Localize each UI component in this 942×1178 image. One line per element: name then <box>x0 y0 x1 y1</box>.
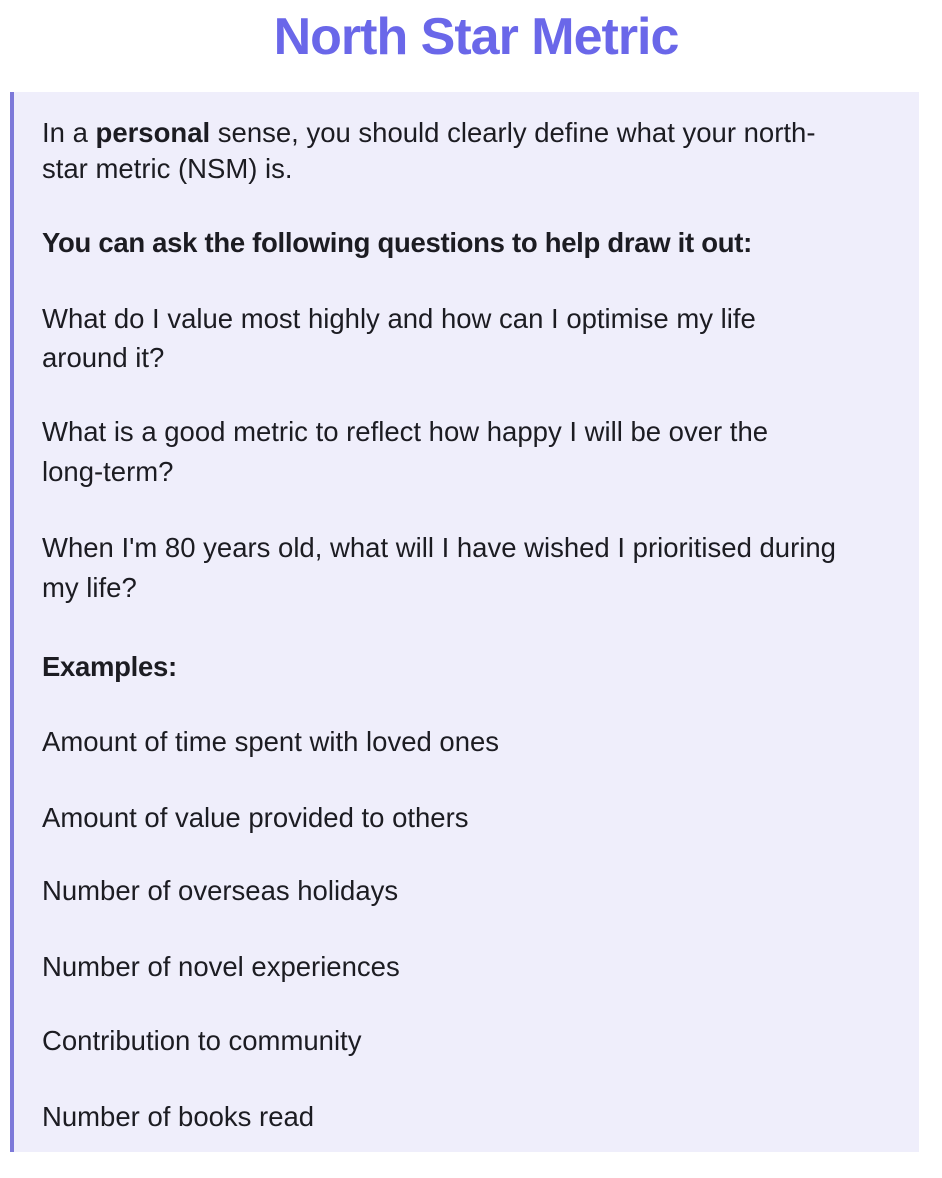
examples-heading: Examples: <box>42 651 177 682</box>
example-item: Amount of value provided to others <box>42 802 469 833</box>
question-3-line-1: When I'm 80 years old, what will I have wished I prioritised during <box>42 532 836 563</box>
intro-prefix: In a <box>42 117 96 148</box>
page-title: North Star Metric <box>273 8 679 66</box>
question-1-line-2: around it? <box>42 342 165 373</box>
intro-suffix: sense, you should clearly define what your north- <box>210 117 816 148</box>
question-2-line-1: What is a good metric to reflect how happy I will be over the <box>42 416 769 447</box>
question-3-line-2: my life? <box>42 572 137 603</box>
question-2-line-2: long-term? <box>42 456 174 487</box>
example-item: Number of novel experiences <box>42 951 400 982</box>
intro-line-1 <box>42 113 815 152</box>
intro-line-2: star metric (NSM) is. <box>42 153 293 184</box>
intro-bold-word: personal <box>95 117 211 148</box>
example-item: Number of books read <box>42 1101 315 1132</box>
question-1-line-1: What do I value most highly and how can I optimise my life <box>42 303 756 334</box>
example-item: Amount of time spent with loved ones <box>42 726 500 757</box>
example-item: Number of overseas holidays <box>42 875 399 906</box>
example-item: Contribution to community <box>42 1025 362 1056</box>
callout-panel <box>10 92 919 1152</box>
questions-heading: You can ask the following questions to help draw it out: <box>42 227 752 258</box>
